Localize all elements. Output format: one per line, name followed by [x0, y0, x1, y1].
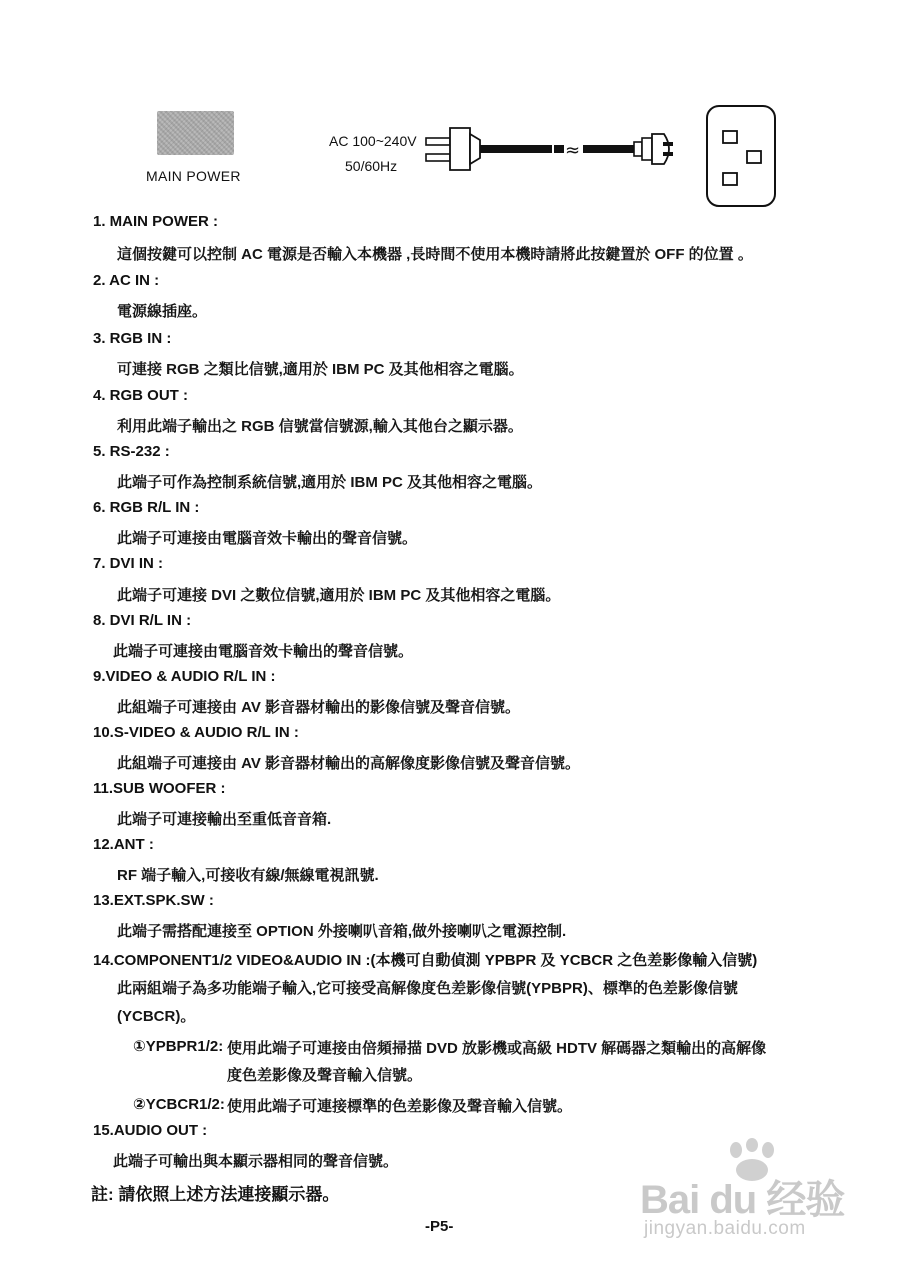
ac-voltage-label: AC 100~240V	[329, 133, 417, 149]
watermark-brand: Bai du 经验	[640, 1178, 845, 1222]
sub-label-ycbcr: ②YCBCR1/2:	[133, 1096, 225, 1113]
item-title-video-audio: 9.VIDEO & AUDIO R/L IN :	[93, 668, 276, 685]
item-title-dvi-rl-in: 8. DVI R/L IN :	[93, 612, 192, 629]
frequency-label: 50/60Hz	[345, 158, 398, 174]
cord-break-symbol: ≈	[565, 140, 581, 161]
item-title-component-note: (本機可自動偵測 YPBPR 及 YCBCR 之色差影像輸入信號)	[370, 952, 758, 969]
item-title-rs232: 5. RS-232 :	[93, 443, 170, 460]
item-desc-rgb-out: 利用此端子輸出之 RGB 信號當信號源,輸入其他台之顯示器。	[117, 418, 523, 435]
item-desc-component-line2: (YCBCR)。	[117, 1008, 196, 1025]
item-title-rgb-out: 4. RGB OUT :	[93, 387, 189, 404]
item-desc-sub-woofer: 此端子可連接輸出至重低音音箱.	[117, 811, 332, 828]
sub-desc-ypbpr-line2: 度色差影像及聲音輸入信號。	[227, 1067, 423, 1084]
item-title-rgb-rl-in: 6. RGB R/L IN :	[93, 499, 200, 516]
item-desc-dvi-rl-in: 此端子可連接由電腦音效卡輸出的聲音信號。	[113, 643, 414, 660]
item-title-rgb-in: 3. RGB IN :	[93, 330, 172, 347]
item-desc-svideo-audio: 此組端子可連接由 AV 影音器材輸出的高解像度影像信號及聲音信號。	[117, 755, 581, 772]
sub-label-ypbpr: ①YPBPR1/2:	[133, 1038, 224, 1055]
item-title-svideo-audio: 10.S-VIDEO & AUDIO R/L IN :	[93, 724, 299, 741]
main-power-label: MAIN POWER	[146, 168, 241, 184]
item-title-component-main: 14.COMPONENT1/2 VIDEO&AUDIO IN :	[93, 952, 371, 969]
item-desc-video-audio: 此組端子可連接由 AV 影音器材輸出的影像信號及聲音信號。	[117, 699, 521, 716]
sub-desc-ycbcr-line1: 使用此端子可連接標準的色差影像及聲音輸入信號。	[227, 1098, 573, 1115]
item-title-main-power: 1. MAIN POWER :	[93, 213, 219, 230]
item-desc-rgb-rl-in: 此端子可連接由電腦音效卡輸出的聲音信號。	[117, 530, 418, 547]
item-title-ext-spk-sw: 13.EXT.SPK.SW :	[93, 892, 214, 909]
ac-socket-illustration	[705, 104, 777, 208]
baidu-jingyan-watermark	[640, 1138, 890, 1248]
item-title-sub-woofer: 11.SUB WOOFER :	[93, 780, 226, 797]
item-title-audio-out: 15.AUDIO OUT :	[93, 1122, 208, 1139]
watermark-url: jingyan.baidu.com	[644, 1218, 806, 1239]
connection-note: 註: 請依照上述方法連接顯示器。	[91, 1185, 340, 1204]
sub-desc-ypbpr-line1: 使用此端子可連接由倍頻掃描 DVD 放影機或高級 HDTV 解碼器之類輸出的高解像	[227, 1040, 767, 1057]
main-power-switch-graphic	[157, 111, 234, 155]
item-desc-ac-in: 電源線插座。	[117, 303, 208, 320]
item-title-ant: 12.ANT :	[93, 836, 154, 853]
item-desc-main-power: 這個按鍵可以控制 AC 電源是否輸入本機器 ,長時間不使用本機時請將此按鍵置於 OFF 的位置 。	[117, 246, 753, 263]
item-title-dvi-in: 7. DVI IN :	[93, 555, 164, 572]
item-title-ac-in: 2. AC IN :	[93, 272, 160, 289]
power-cord-illustration	[420, 120, 700, 190]
item-desc-audio-out: 此端子可輸出與本顯示器相同的聲音信號。	[113, 1153, 399, 1170]
item-title-component	[93, 949, 757, 970]
item-desc-ext-spk-sw: 此端子需搭配連接至 OPTION 外接喇叭音箱,做外接喇叭之電源控制.	[117, 923, 567, 940]
item-desc-ant: RF 端子輸入,可接收有線/無線電視訊號.	[117, 867, 379, 884]
item-desc-dvi-in: 此端子可連接 DVI 之數位信號,適用於 IBM PC 及其他相容之電腦。	[117, 587, 561, 604]
item-desc-component-line1: 此兩組端子為多功能端子輸入,它可接受高解像度色差影像信號(YPBPR)、標準的色差影像信號	[117, 980, 738, 997]
page-number: -P5-	[425, 1218, 454, 1235]
item-desc-rs232: 此端子可作為控制系統信號,適用於 IBM PC 及其他相容之電腦。	[117, 474, 543, 491]
item-desc-rgb-in: 可連接 RGB 之類比信號,適用於 IBM PC 及其他相容之電腦。	[117, 361, 524, 378]
